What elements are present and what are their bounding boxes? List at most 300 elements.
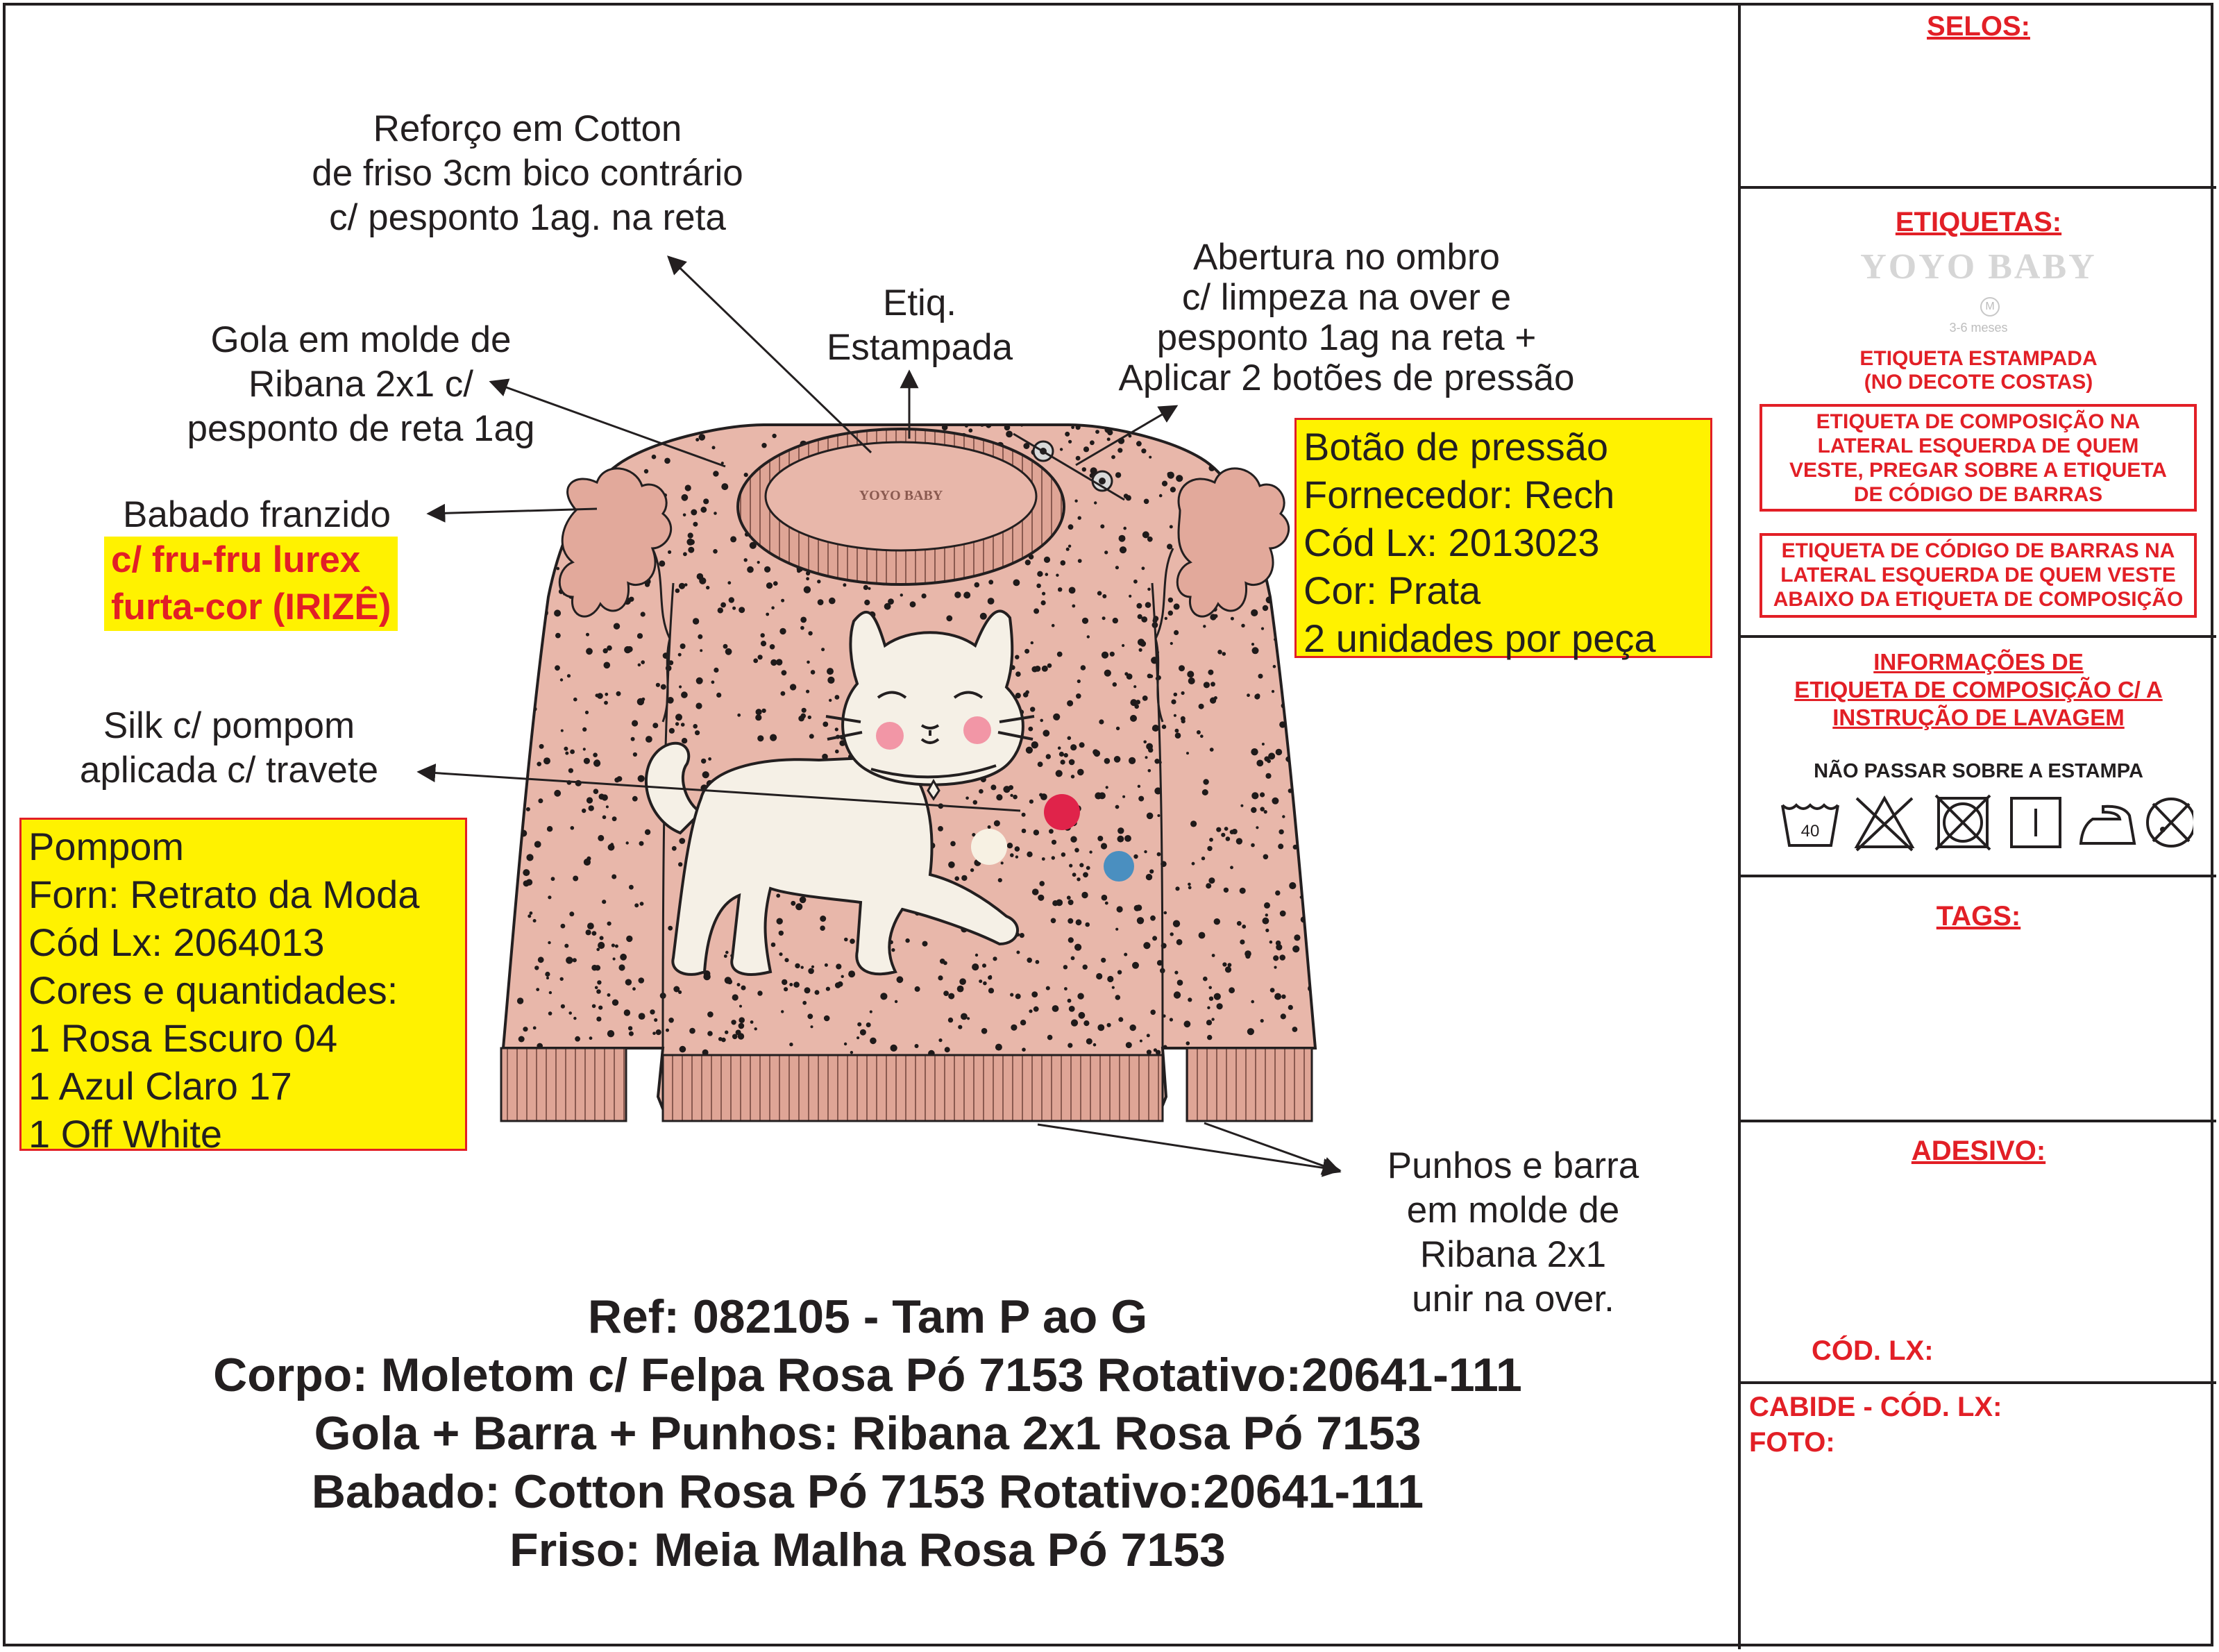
print-dot (1139, 648, 1142, 652)
print-dot (561, 730, 564, 732)
print-dot (793, 981, 800, 988)
print-dot (1251, 748, 1258, 755)
print-dot (798, 716, 804, 722)
print-dot (554, 790, 561, 797)
print-dot (500, 829, 505, 833)
print-dot (1159, 494, 1163, 498)
print-dot (1101, 843, 1107, 849)
no-dry-clean-icon (2148, 799, 2193, 846)
print-dot (1273, 665, 1276, 668)
print-dot (533, 533, 536, 536)
print-dot (732, 1034, 738, 1040)
print-dot (1071, 956, 1075, 961)
print-dot (1067, 700, 1073, 707)
print-dot (1078, 559, 1082, 563)
print-dot (822, 722, 828, 727)
print-dot (860, 1029, 866, 1036)
print-dot (1162, 725, 1166, 729)
print-dot (1312, 775, 1318, 782)
print-dot (1068, 736, 1072, 741)
print-dot (678, 991, 682, 994)
print-dot (1203, 977, 1208, 981)
print-dot (1140, 1040, 1142, 1043)
print-dot (502, 576, 507, 581)
print-dot (531, 575, 537, 581)
print-dot (1036, 584, 1041, 589)
print-dot (1217, 650, 1222, 655)
print-dot (1186, 752, 1189, 755)
print-dot (686, 539, 693, 546)
print-dot (1307, 683, 1313, 689)
print-dot (1206, 448, 1210, 453)
print-dot (1251, 807, 1256, 813)
print-dot (758, 655, 763, 659)
print-dot (1279, 721, 1285, 727)
print-dot (868, 587, 871, 590)
print-dot (1210, 698, 1216, 704)
print-dot (771, 606, 775, 609)
print-dot (1203, 426, 1206, 430)
print-dot (1197, 730, 1201, 734)
print-dot (723, 644, 728, 649)
print-dot (727, 979, 732, 984)
print-dot (1085, 922, 1090, 927)
print-dot (990, 784, 996, 790)
print-dot (804, 987, 811, 993)
print-dot (993, 956, 997, 961)
print-dot (720, 602, 726, 608)
print-dot (779, 628, 786, 634)
print-dot (1174, 971, 1178, 975)
print-dot (534, 966, 539, 970)
print-dot (680, 1046, 686, 1053)
print-dot (1010, 794, 1013, 797)
print-dot (598, 835, 604, 841)
print-dot (1111, 455, 1115, 460)
print-dot (1209, 838, 1213, 842)
print-dot (1097, 836, 1103, 841)
print-dot (675, 714, 682, 720)
print-dot (515, 686, 519, 690)
print-dot (519, 619, 523, 623)
print-dot (689, 1028, 695, 1034)
print-dot (1262, 743, 1265, 745)
print-dot (1076, 919, 1082, 925)
etiquetas-heading: ETIQUETAS: (1895, 207, 2062, 237)
print-dot (1047, 664, 1052, 668)
line-dry-icon (2011, 798, 2060, 847)
print-dot (829, 699, 832, 702)
print-dot (1113, 682, 1117, 686)
print-dot (1179, 665, 1185, 671)
print-dot (1031, 641, 1033, 644)
print-dot (669, 728, 675, 734)
print-dot (1152, 726, 1157, 731)
print-dot (895, 414, 901, 421)
print-dot (791, 901, 795, 906)
print-dot (1079, 863, 1083, 867)
print-dot (693, 522, 698, 527)
print-dot (781, 1010, 784, 1013)
print-dot (1141, 448, 1146, 453)
panel-divider-adesivo (1738, 1381, 2216, 1384)
print-dot (688, 532, 693, 538)
print-dot (1013, 580, 1020, 587)
print-dot (893, 1046, 897, 1050)
print-dot (570, 451, 573, 454)
print-dot (633, 752, 637, 757)
print-dot (1119, 535, 1126, 542)
print-dot (533, 476, 537, 480)
print-dot (825, 963, 828, 967)
print-dot (1083, 1020, 1089, 1026)
print-dot (1209, 997, 1213, 1001)
print-dot (998, 878, 1002, 882)
print-dot (1115, 566, 1119, 569)
print-dot (761, 641, 766, 646)
print-dot (1022, 1047, 1026, 1052)
print-dot (595, 986, 598, 990)
print-dot (1114, 756, 1121, 763)
print-dot (870, 1038, 877, 1045)
print-dot (582, 809, 586, 813)
print-dot (586, 648, 593, 655)
print-dot (1211, 1018, 1214, 1020)
print-dot (1212, 954, 1215, 957)
print-dot (995, 1044, 1002, 1051)
print-dot (1285, 539, 1292, 546)
print-dot (863, 585, 868, 590)
foto-label: FOTO: (1749, 1427, 1835, 1458)
print-dot (555, 501, 559, 505)
print-dot (1315, 754, 1318, 757)
print-dot (866, 1022, 871, 1027)
print-dot (1230, 866, 1233, 869)
print-dot (1207, 1035, 1212, 1040)
print-dot (730, 536, 736, 542)
print-dot (1303, 730, 1308, 735)
print-dot (1217, 1003, 1223, 1009)
print-dot (1081, 892, 1088, 898)
print-dot (1248, 464, 1252, 468)
print-dot (1265, 913, 1268, 916)
print-dot (650, 1009, 655, 1014)
print-dot (1115, 995, 1121, 1000)
print-dot (1112, 986, 1115, 989)
print-dot (631, 737, 635, 741)
print-dot (1126, 1042, 1132, 1048)
print-dot (1238, 444, 1242, 448)
print-dot (727, 581, 731, 584)
print-dot (656, 683, 660, 687)
print-dot (1020, 1020, 1026, 1025)
print-dot (1065, 432, 1070, 437)
print-dot (567, 464, 571, 468)
print-dot (1124, 835, 1131, 842)
print-dot (1064, 987, 1068, 991)
print-dot (737, 983, 741, 986)
print-dot (1210, 748, 1214, 752)
print-dot (1203, 779, 1208, 784)
print-dot (1074, 500, 1077, 503)
print-dot (505, 716, 512, 723)
print-dot (520, 650, 523, 652)
print-dot (612, 816, 617, 821)
print-dot (1016, 951, 1020, 954)
print-dot (1124, 672, 1128, 675)
print-dot (1272, 437, 1276, 441)
print-dot (802, 1001, 807, 1005)
print-dot (1124, 494, 1129, 498)
print-dot (1053, 714, 1060, 720)
print-dot (795, 963, 800, 968)
print-dot (1033, 829, 1039, 835)
print-dot (1171, 700, 1176, 705)
print-dot (784, 958, 788, 962)
print-dot (1199, 704, 1204, 709)
right-cuff (1187, 1048, 1312, 1121)
print-dot (744, 473, 748, 477)
print-dot (988, 598, 995, 605)
etiqueta-estampada-text: ETIQUETA ESTAMPADA (NO DECOTE COSTAS) (1859, 347, 2098, 394)
print-dot (1247, 693, 1250, 697)
print-dot (528, 914, 531, 918)
print-dot (1251, 792, 1258, 799)
print-dot (1098, 416, 1102, 420)
print-dot (501, 743, 505, 748)
print-dot (1052, 840, 1056, 845)
print-dot (1188, 997, 1192, 1002)
print-dot (695, 438, 699, 441)
print-dot (548, 497, 554, 503)
print-dot (596, 1017, 601, 1022)
print-dot (980, 613, 987, 620)
wash-temp: 40 (1800, 822, 1820, 841)
print-dot (557, 567, 560, 571)
print-dot (688, 547, 694, 553)
print-dot (1124, 421, 1131, 428)
print-dot (880, 993, 887, 1000)
print-dot (532, 592, 536, 596)
print-dot (1105, 902, 1108, 905)
print-dot (1123, 527, 1127, 530)
neck-label: YOYO BABY (859, 488, 943, 503)
brand-age: 3-6 meses (1949, 321, 2008, 335)
print-dot (1022, 813, 1026, 817)
print-dot (1186, 1041, 1190, 1045)
print-dot (967, 1017, 970, 1020)
print-dot (1104, 550, 1108, 554)
print-dot (1188, 883, 1191, 886)
print-dot (1066, 548, 1070, 551)
print-dot (770, 734, 777, 741)
print-dot (612, 1000, 618, 1006)
print-dot (624, 1009, 630, 1015)
print-dot (1278, 843, 1283, 849)
print-dot (1144, 850, 1147, 853)
print-dot (1015, 855, 1018, 858)
print-dot (943, 991, 949, 996)
print-dot (1033, 608, 1039, 614)
print-dot (811, 966, 814, 968)
print-dot (567, 674, 571, 677)
print-dot (592, 1004, 596, 1009)
print-dot (1146, 743, 1153, 750)
print-dot (1168, 611, 1173, 616)
print-dot (640, 902, 644, 906)
print-dot (827, 677, 834, 684)
print-dot (1174, 714, 1176, 717)
print-dot (988, 580, 993, 584)
print-dot (895, 1000, 897, 1003)
print-dot (1051, 918, 1056, 924)
print-dot (1142, 566, 1145, 570)
print-dot (1131, 425, 1136, 430)
print-dot (637, 633, 643, 639)
print-dot (583, 748, 586, 750)
print-dot (613, 957, 616, 960)
print-dot (801, 966, 804, 969)
print-dot (1143, 942, 1150, 949)
print-dot (1175, 886, 1179, 891)
print-dot (639, 977, 645, 984)
print-dot (732, 607, 736, 610)
print-dot (1256, 693, 1260, 698)
nao-passar-text: NÃO PASSAR SOBRE A ESTAMPA (1814, 760, 2143, 782)
print-dot (1090, 440, 1095, 445)
print-dot (1308, 922, 1315, 928)
print-dot (637, 698, 644, 705)
print-dot (789, 983, 793, 986)
print-dot (841, 975, 844, 978)
print-dot (1294, 712, 1300, 718)
print-dot (1113, 618, 1118, 623)
print-dot (996, 794, 1002, 800)
print-dot (1294, 934, 1300, 941)
print-dot (888, 598, 894, 605)
print-dot (509, 501, 512, 505)
print-dot (1031, 666, 1038, 673)
print-dot (571, 826, 575, 830)
print-dot (1020, 933, 1024, 938)
print-dot (1206, 434, 1211, 439)
print-dot (1057, 652, 1063, 657)
print-dot (534, 841, 541, 848)
print-dot (1102, 895, 1108, 901)
print-dot (1181, 719, 1186, 723)
pompom-box: Pompom Forn: Retrato da Moda Cód Lx: 2064013 Cores e quantidades: 1 Rosa Escuro 04 1 Azul Claro 17 1 Off White (19, 818, 467, 1151)
note-punhos: Punhos e barra em molde de Ribana 2x1 unir na over. (1387, 1145, 1639, 1320)
cat-cheek-right (963, 716, 991, 744)
print-dot (1042, 857, 1045, 861)
print-dot (1076, 456, 1081, 461)
print-dot (741, 986, 746, 991)
print-dot (1241, 624, 1245, 627)
print-dot (1175, 732, 1181, 739)
print-dot (776, 894, 780, 898)
print-dot (1022, 829, 1027, 834)
print-dot (1077, 993, 1083, 1000)
print-dot (1260, 1019, 1264, 1022)
spec-friso: Friso: Meia Malha Rosa Pó 7153 (509, 1524, 1226, 1576)
print-dot (1124, 953, 1127, 956)
print-dot (586, 633, 589, 637)
print-dot (668, 926, 673, 931)
print-dot (1195, 445, 1199, 448)
print-dot (1117, 827, 1124, 834)
print-dot (1208, 877, 1215, 884)
print-dot (948, 861, 955, 868)
print-dot (948, 993, 954, 1000)
print-dot (1276, 944, 1282, 950)
print-dot (818, 599, 824, 605)
print-dot (1289, 882, 1296, 889)
print-dot (615, 945, 618, 948)
print-dot (1220, 453, 1226, 459)
print-dot (1315, 902, 1319, 907)
print-dot (961, 875, 967, 881)
print-dot (1265, 430, 1268, 434)
print-dot (1102, 616, 1106, 620)
print-dot (707, 1011, 714, 1018)
print-dot (1260, 792, 1265, 797)
print-dot (589, 1036, 593, 1040)
print-dot (1251, 1000, 1254, 1004)
print-dot (959, 978, 966, 985)
print-dot (1079, 1012, 1086, 1019)
print-dot (732, 994, 739, 1000)
print-dot (696, 677, 703, 684)
print-dot (1061, 852, 1065, 857)
print-dot (766, 613, 769, 616)
print-dot (744, 558, 748, 562)
print-dot (624, 646, 631, 653)
print-dot (1067, 895, 1071, 900)
print-dot (795, 903, 802, 910)
print-dot (500, 836, 503, 838)
print-dot (790, 684, 796, 690)
print-dot (761, 709, 766, 713)
print-dot (850, 938, 855, 944)
print-dot (1130, 1025, 1136, 1031)
print-dot (1251, 843, 1255, 848)
print-dot (1154, 1048, 1157, 1052)
print-dot (806, 690, 809, 693)
print-dot (664, 458, 670, 464)
print-dot (1138, 785, 1140, 788)
print-dot (975, 954, 978, 956)
panel-divider-etiquetas (1738, 635, 2216, 638)
print-dot (1149, 456, 1151, 459)
print-dot (843, 583, 846, 587)
print-dot (518, 613, 523, 618)
print-dot (1117, 906, 1123, 912)
print-dot (988, 825, 991, 829)
pompom-white (971, 829, 1007, 865)
print-dot (652, 455, 657, 460)
print-dot (1032, 888, 1039, 895)
print-dot (582, 727, 587, 732)
print-dot (713, 471, 718, 476)
print-dot (945, 1047, 950, 1052)
print-dot (1311, 932, 1317, 938)
print-dot (1264, 810, 1267, 814)
print-dot (973, 800, 978, 805)
print-dot (1074, 944, 1081, 951)
print-dot (1031, 991, 1038, 997)
print-dot (1143, 741, 1147, 744)
print-dot (1047, 1035, 1053, 1040)
